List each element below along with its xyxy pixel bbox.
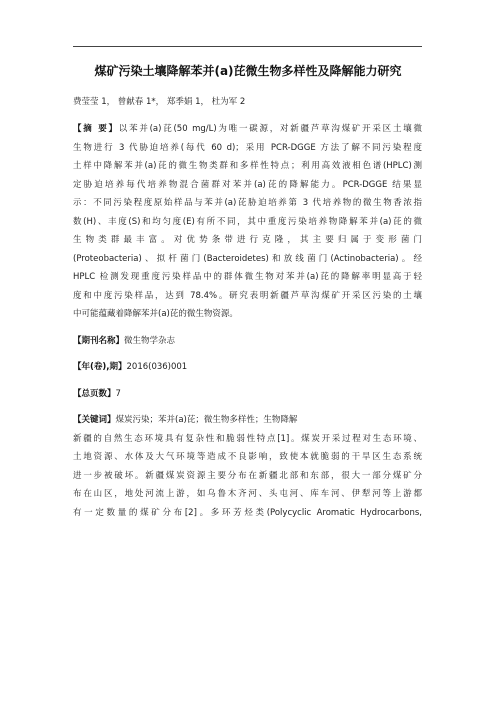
intro-line: 土地资源、水体及大气环境等造成不良影响，致使本就脆弱的干旱区生态系统: [73, 452, 422, 462]
abstract-label: 【摘 要】: [73, 124, 119, 134]
intro-line: 新疆的自然生态环境具有复杂性和脆弱性特点[1]。煤炭开采过程对生态环境、: [73, 433, 422, 444]
intro-line: 有一定数量的煤矿分布[2]。多环芳烃类(Polycyclic Aromatic Hydrocarbons,: [73, 507, 422, 518]
abstract-line: 【摘 要】以苯并(a)芘(50 mg/L)为唯一碳源，对新疆芦草沟煤矿开采区土壤微: [73, 124, 422, 134]
journal-name: 【期刊名称】微生物学杂志: [73, 335, 176, 346]
abstract-line: 生物类群最丰富。对优势条带进行克隆，其主要归属于变形菌门: [73, 235, 422, 245]
abstract-line: 示：不同污染程度原始样品与苯并(a)芘胁迫培养第 3 代培养物的微生物香浓指: [73, 198, 422, 208]
paper-title: 煤矿污染土壤降解苯并(a)芘微生物多样性及降解能力研究: [94, 64, 402, 78]
abstract-line: 土样中降解苯并(a)芘的微生物类群和多样性特点；利用高效液相色谱(HPLC)测: [73, 161, 422, 171]
header-rule: [73, 46, 422, 47]
abstract-line: HPLC 检测发现重度污染样品中的群体微生物对苯并(a)芘的降解率明显高于轻: [73, 272, 422, 282]
intro-line: 进一步被破坏。新疆煤炭资源主要分布在新疆北部和东部，很大一部分煤矿分: [73, 470, 422, 481]
abstract-line: 生物进行 3 代胁迫培养(每代 60 d)；采用 PCR-DGGE 方法了解不同污染程度: [73, 142, 422, 153]
abstract-line: (Proteobacteria)、拟杆菌门(Bacteroidetes)和放线菌门(Actinobacteria)。经: [73, 253, 422, 264]
abstract-line: 数(H)、丰度(S)和均匀度(E)有所不同，其中重度污染培养物降解苯并(a)芘的微: [73, 216, 422, 227]
keywords: 【关键词】煤炭污染；苯并(a)芘；微生物多样性；生物降解: [73, 415, 298, 425]
abstract-line: 定胁迫培养每代培养物混合菌群对苯并(a)芘的降解能力。PCR-DGGE 结果显: [73, 179, 422, 190]
intro-line: 布在山区，地处河流上游，如乌鲁木齐河、头屯河、库车河、伊犁河等上游都: [73, 489, 422, 499]
year-volume-issue: 【年(卷),期】2016(036)001: [73, 362, 188, 372]
authors: 费莹莹 1， 曾献春 1*， 郑季娟 1， 杜为军 2: [73, 97, 246, 107]
total-pages: 【总页数】7: [73, 388, 121, 399]
abstract-line: 度和中度污染样品，达到 78.4%。研究表明新疆芦草沟煤矿开采区污染的土壤: [73, 290, 422, 301]
body-text: [73, 120, 422, 522]
abstract-line: 中可能蕴藏着降解苯并(a)芘的微生物资源。: [73, 309, 238, 319]
